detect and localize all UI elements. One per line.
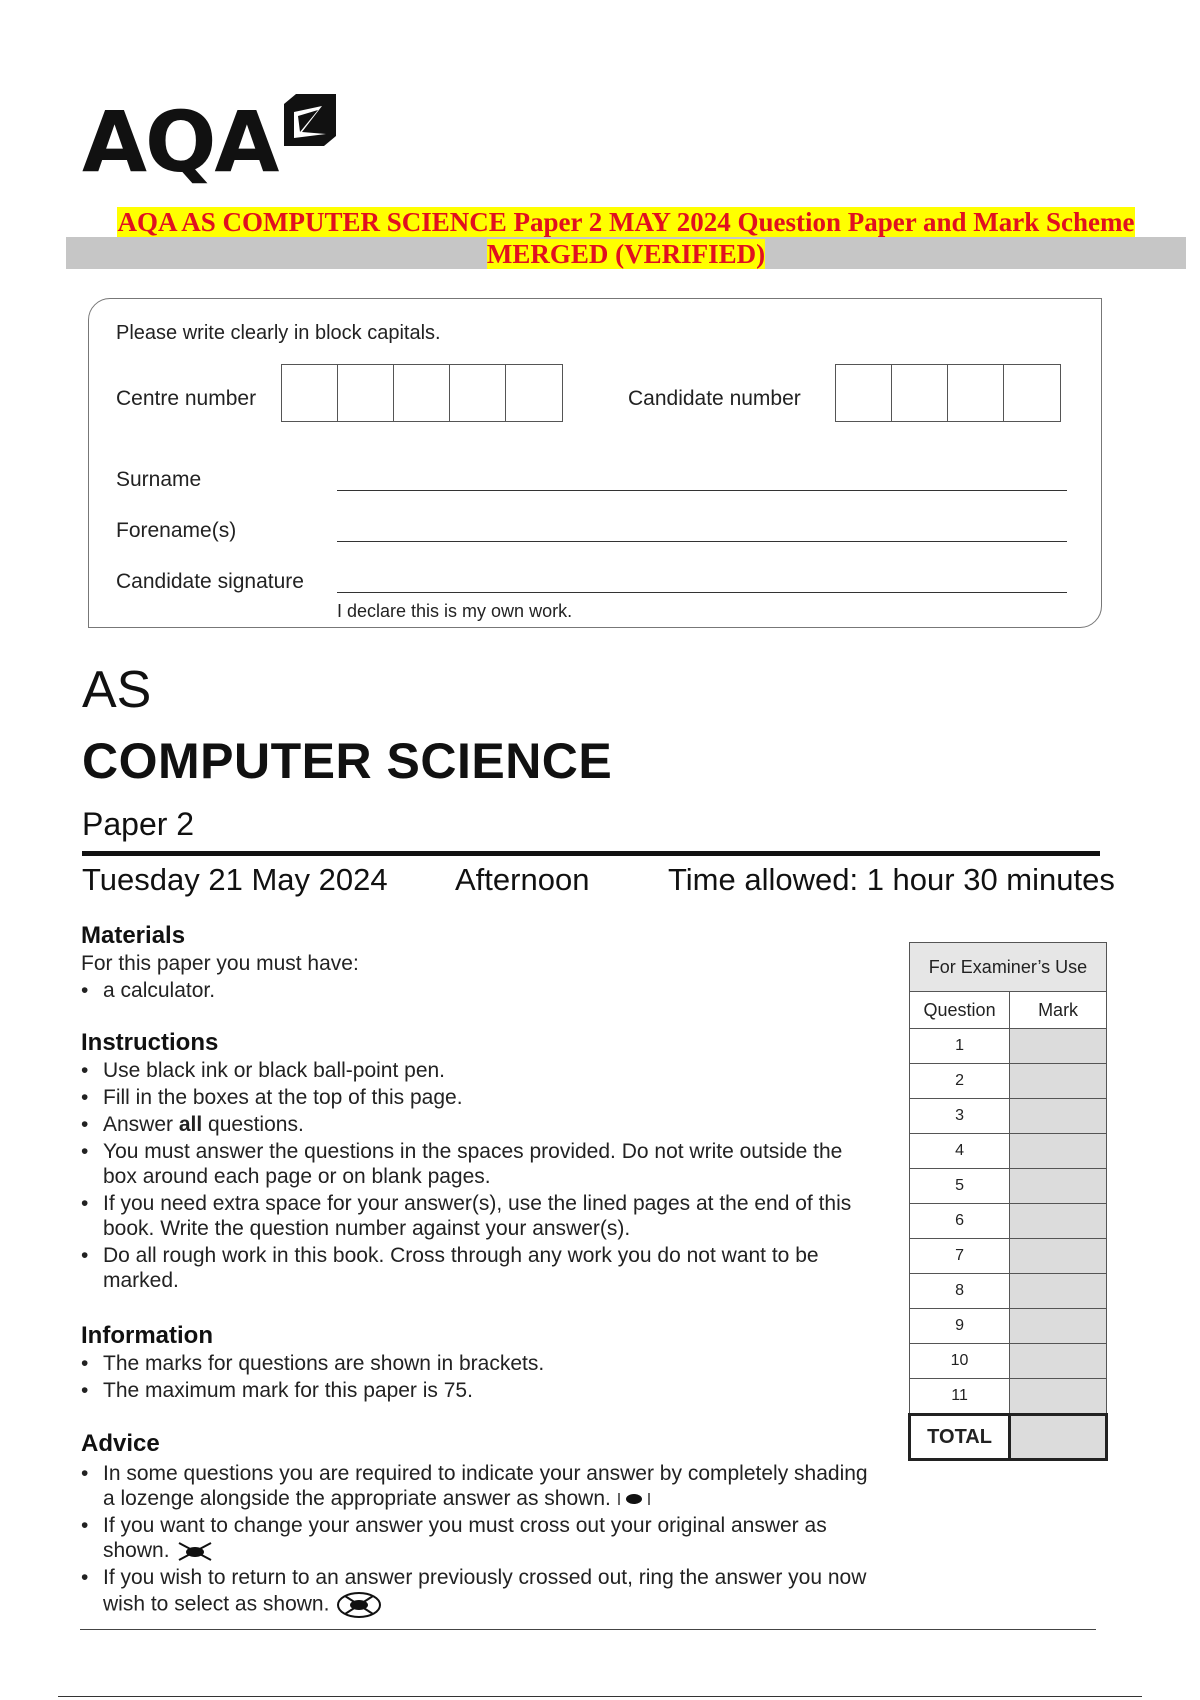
instructions-heading: Instructions [81,1029,219,1056]
table-row [910,1099,1107,1134]
total-row [910,1415,1107,1460]
declaration-text: I declare this is my own work. [337,601,573,621]
shaded-lozenge-icon [617,1490,651,1508]
mark-cell[interactable] [1010,1134,1107,1169]
list-item [81,1565,881,1620]
mark-cell[interactable] [1010,1344,1107,1379]
banner-line-2: MERGED (VERIFIED) [486,239,766,269]
paper-number: Paper 2 [82,806,195,842]
mark-cell[interactable] [1010,1274,1107,1309]
subject-title: COMPUTER SCIENCE [82,733,613,789]
list-item: • Do all rough work in this book. Cross through any work you do not want to be marked. [81,1243,861,1293]
question-number: 1 [910,1029,1010,1064]
question-number: 11 [910,1379,1010,1415]
centre-number-digit[interactable] [506,365,562,421]
question-number: 7 [910,1239,1010,1274]
question-column-header: Question [910,992,1010,1029]
examiner-table-title: For Examiner’s Use [910,943,1107,992]
materials-list [81,978,861,1005]
candidate-number-label: Candidate number [628,387,801,410]
mark-cell[interactable] [1010,1064,1107,1099]
surname-field[interactable] [337,490,1067,491]
table-row [910,1344,1107,1379]
centre-number-digit[interactable] [282,365,338,421]
surname-label: Surname [116,468,202,491]
list-item: • If you need extra space for your answer(s), use the lined pages at the end of this book. Write the question number against your answer(s). [81,1191,861,1241]
list-item: • a calculator. [81,978,861,1003]
question-number: 9 [910,1309,1010,1344]
advice-list [81,1461,881,1622]
centre-number-label: Centre number [116,387,257,410]
qualification-level: AS [82,661,152,719]
table-row [910,1309,1107,1344]
total-label: TOTAL [910,1415,1010,1460]
candidate-number-digit[interactable] [1004,365,1060,421]
advice-shade-text: In some questions you are required to indicate your answer by completely shading a lozenge alongside the appropriate answer as shown. [103,1462,868,1510]
mark-column-header: Mark [1010,992,1107,1029]
question-number: 2 [910,1064,1010,1099]
question-number: 6 [910,1204,1010,1239]
information-heading: Information [81,1322,213,1349]
signature-label: Candidate signature [116,570,304,593]
examiner-use-table [908,942,1108,1461]
advice-heading: Advice [81,1430,160,1457]
exam-date: Tuesday 21 May 2024 [82,862,388,897]
title-rule [82,851,1100,856]
centre-number-digit[interactable] [338,365,394,421]
information-list [81,1351,861,1405]
table-row [910,1169,1107,1204]
answer-all-emphasis: all [178,1113,203,1136]
mark-cell[interactable] [1010,1379,1107,1415]
list-item: • The marks for questions are shown in brackets. [81,1351,861,1376]
candidate-number-digit[interactable] [892,365,948,421]
centre-number-digit[interactable] [450,365,506,421]
title-banner [66,206,1186,270]
advice-ring-text: If you wish to return to an answer previously crossed out, ring the answer you now wish to select as shown. [103,1566,867,1616]
materials-heading: Materials [81,922,186,949]
question-number: 10 [910,1344,1010,1379]
centre-number-boxes[interactable] [281,364,563,422]
instructions-list [81,1058,861,1295]
time-allowed: Time allowed: 1 hour 30 minutes [668,862,1115,897]
answer-all-prefix: Answer [103,1113,179,1136]
banner-line-1: AQA AS COMPUTER SCIENCE Paper 2 MAY 2024 Question Paper and Mark Scheme [117,207,1135,237]
forenames-label: Forename(s) [116,519,237,542]
table-row [910,1134,1107,1169]
candidate-number-digit[interactable] [948,365,1004,421]
list-item [81,1461,881,1511]
list-item: • Fill in the boxes at the top of this page. [81,1085,861,1110]
table-row [910,1204,1107,1239]
aqa-logo: AQA [82,93,278,191]
table-row [910,1274,1107,1309]
ringed-lozenge-icon [335,1590,383,1620]
table-row [910,1379,1107,1415]
question-number: 3 [910,1099,1010,1134]
list-item: • Use black ink or black ball-point pen. [81,1058,861,1083]
block-capitals-instruction: Please write clearly in block capitals. [116,322,441,344]
advice-cross-text: If you want to change your answer you must cross out your original answer as shown. [103,1514,827,1562]
question-number: 8 [910,1274,1010,1309]
question-number: 5 [910,1169,1010,1204]
total-mark-cell[interactable] [1010,1415,1107,1460]
page-bottom-rule [58,1696,1142,1697]
crossed-lozenge-icon [175,1540,215,1562]
list-item [81,1513,881,1563]
candidate-number-boxes[interactable] [835,364,1061,422]
table-row [910,1239,1107,1274]
advice-bottom-rule [80,1629,1096,1630]
forenames-field[interactable] [337,541,1067,542]
materials-intro: For this paper you must have: [81,952,359,975]
mark-cell[interactable] [1010,1239,1107,1274]
exam-session: Afternoon [455,862,590,897]
answer-all-suffix: questions. [202,1113,304,1136]
mark-cell[interactable] [1010,1169,1107,1204]
table-row [910,1029,1107,1064]
mark-cell[interactable] [1010,1204,1107,1239]
list-item: • You must answer the questions in the spaces provided. Do not write outside the box around each page or on blank pages. [81,1139,861,1189]
mark-cell[interactable] [1010,1029,1107,1064]
mark-cell[interactable] [1010,1309,1107,1344]
table-row [910,1064,1107,1099]
mark-cell[interactable] [1010,1099,1107,1134]
list-item-answer-all [81,1112,861,1137]
list-item: • The maximum mark for this paper is 75. [81,1378,861,1403]
signature-field[interactable] [337,592,1067,593]
question-number: 4 [910,1134,1010,1169]
aqa-logo-mark-icon [282,92,338,148]
centre-number-digit[interactable] [394,365,450,421]
candidate-number-digit[interactable] [836,365,892,421]
